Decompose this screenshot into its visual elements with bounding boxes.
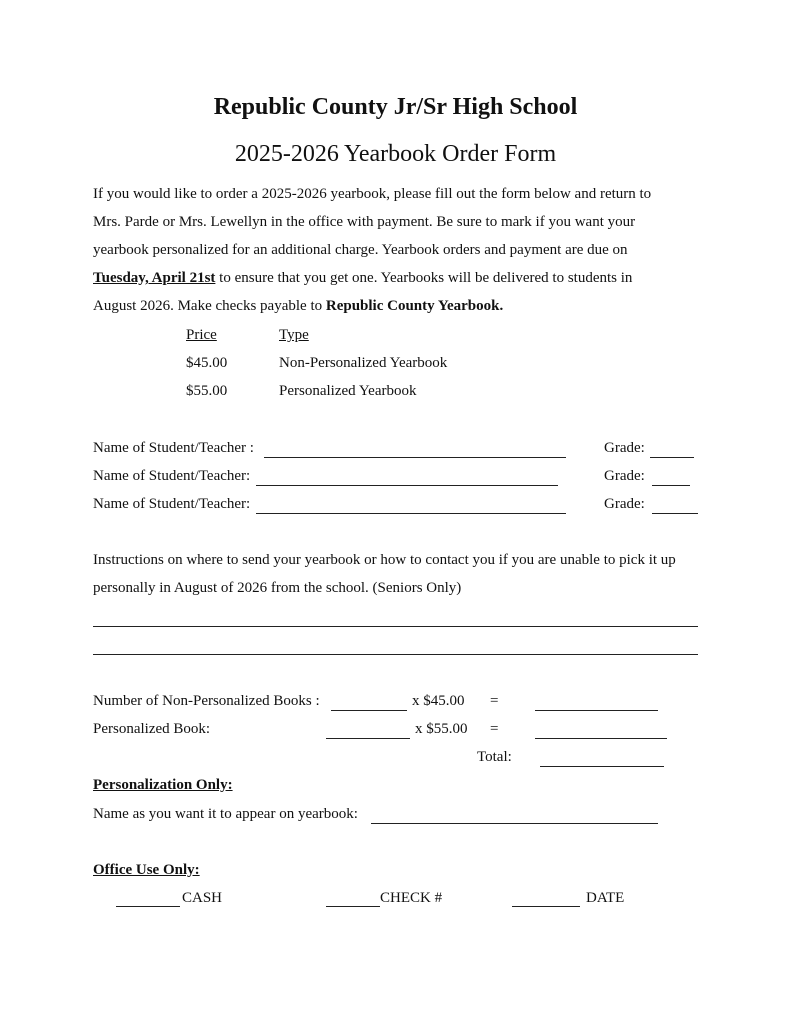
intro-line-4 (93, 270, 632, 287)
personalized-label: Personalized Book: (93, 721, 211, 737)
school-name: Republic County Jr/Sr High School (213, 94, 578, 120)
instructions-line-2: personally in August of 2026 from the school. (Seniors Only) (93, 580, 462, 596)
total-amount-field[interactable] (540, 766, 664, 767)
date-field[interactable] (512, 906, 580, 907)
grade-field-2[interactable] (652, 485, 690, 486)
instructions-field-line-1[interactable] (93, 626, 698, 627)
instructions-line-1: Instructions on where to send your yearbook or how to contact you if you are unable to pick it up (93, 552, 676, 568)
grade-label-2: Grade: (604, 468, 645, 484)
total-label: Total: (477, 749, 512, 765)
intro-line-5-start: August 2026. Make checks payable to (93, 298, 326, 314)
nonpersonalized-mult: x $45.00 (412, 693, 465, 709)
personalization-name-label: Name as you want it to appear on yearbook: (93, 806, 358, 822)
form-title: 2025-2026 Yearbook Order Form (234, 141, 557, 167)
check-label: CHECK # (380, 890, 443, 906)
nonpersonalized-label: Number of Non-Personalized Books : (93, 693, 320, 709)
intro-line-5 (93, 298, 503, 315)
grade-field-1[interactable] (650, 457, 694, 458)
personalization-heading: Personalization Only: (93, 777, 233, 793)
name-label-2: Name of Student/Teacher: (93, 468, 251, 484)
cash-field[interactable] (116, 906, 180, 907)
type-header: Type (279, 327, 309, 343)
payee: Republic County Yearbook. (325, 298, 504, 314)
name-field-3[interactable] (256, 513, 566, 514)
name-field-2[interactable] (256, 485, 558, 486)
cash-label: CASH (182, 890, 223, 906)
due-date: Tuesday, April 21st (93, 270, 216, 286)
intro-line-1: If you would like to order a 2025-2026 yearbook, please fill out the form below and return to (93, 186, 652, 202)
price-row-2-type: Personalized Yearbook (279, 383, 417, 399)
nonpersonalized-qty-field[interactable] (331, 710, 407, 711)
name-label-1: Name of Student/Teacher : (93, 440, 254, 456)
grade-label-1: Grade: (604, 440, 645, 456)
nonpersonalized-amount-field[interactable] (535, 710, 658, 711)
instructions-field-line-2[interactable] (93, 654, 698, 655)
intro-line-2: Mrs. Parde or Mrs. Lewellyn in the office with payment. Be sure to mark if you want your (93, 214, 636, 230)
grade-field-3[interactable] (652, 513, 698, 514)
office-use-heading: Office Use Only: (93, 862, 200, 878)
personalized-amount-field[interactable] (535, 738, 667, 739)
price-row-1-price: $45.00 (186, 355, 228, 371)
name-label-3: Name of Student/Teacher: (93, 496, 251, 512)
personalized-mult: x $55.00 (415, 721, 468, 737)
personalized-equals: = (490, 721, 499, 737)
personalized-qty-field[interactable] (326, 738, 410, 739)
date-label: DATE (586, 890, 625, 906)
grade-label-3: Grade: (604, 496, 645, 512)
nonpersonalized-equals: = (490, 693, 499, 709)
name-field-1[interactable] (264, 457, 566, 458)
personalization-name-field[interactable] (371, 823, 658, 824)
price-header: Price (186, 327, 217, 343)
price-row-1-type: Non-Personalized Yearbook (279, 355, 448, 371)
intro-line-4-rest: to ensure that you get one. Yearbooks will be delivered to students in (215, 270, 633, 286)
check-field[interactable] (326, 906, 380, 907)
intro-line-3: yearbook personalized for an additional charge. Yearbook orders and payment are due on (93, 242, 628, 258)
price-row-2-price: $55.00 (186, 383, 228, 399)
